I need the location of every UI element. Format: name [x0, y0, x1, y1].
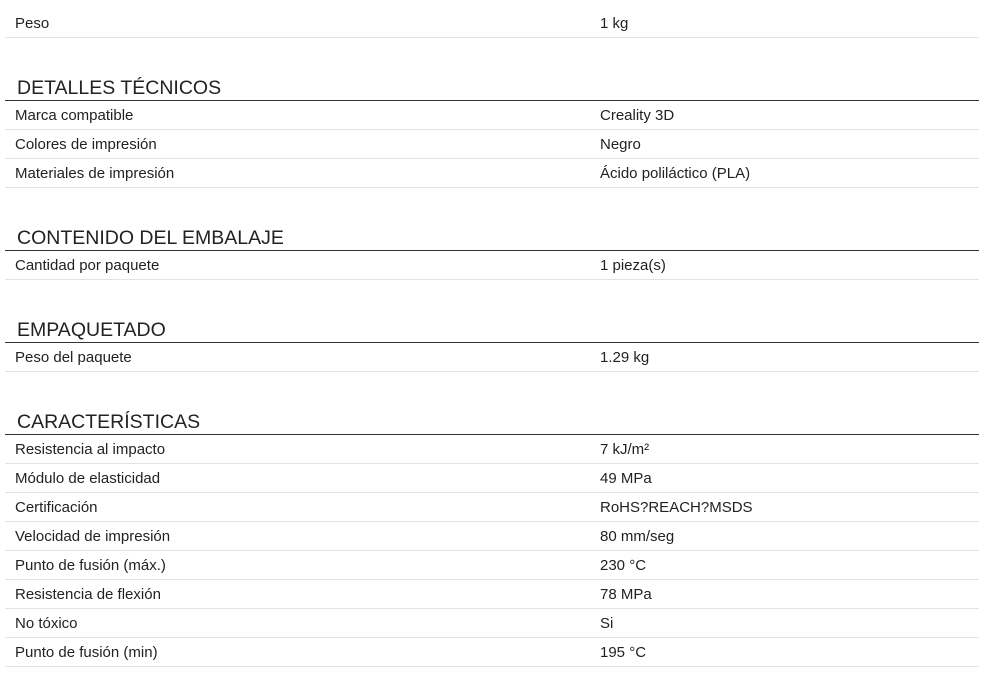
spec-row [5, 493, 979, 522]
spec-label: Materiales de impresión [15, 164, 175, 182]
section-empaquetado [5, 318, 979, 372]
section-caracteristicas [5, 410, 979, 667]
spec-row [5, 251, 979, 280]
spec-row [5, 464, 979, 493]
spec-value: 78 MPa [600, 585, 652, 603]
spec-label: Velocidad de impresión [15, 527, 171, 545]
spec-value: 1.29 kg [600, 348, 650, 366]
spec-row-peso [5, 9, 979, 38]
spec-label: Peso del paquete [15, 348, 132, 366]
spec-label: Punto de fusión (min) [15, 643, 158, 661]
spec-value: 1 pieza(s) [600, 256, 666, 274]
section-title: CARACTERÍSTICAS [5, 410, 979, 435]
spec-label: Cantidad por paquete [15, 256, 160, 274]
section-title: CONTENIDO DEL EMBALAJE [5, 226, 979, 251]
spec-row [5, 580, 979, 609]
section-contenido-del-embalaje [5, 226, 979, 280]
spec-label: No tóxico [15, 614, 78, 632]
section-title: DETALLES TÉCNICOS [5, 76, 979, 101]
spec-row [5, 638, 979, 667]
spec-row [5, 522, 979, 551]
section-title: EMPAQUETADO [5, 318, 979, 343]
spec-label: Certificación [15, 498, 98, 516]
spec-value: 80 mm/seg [600, 527, 675, 545]
spec-row [5, 551, 979, 580]
spec-row [5, 101, 979, 130]
spec-value: RoHS?REACH?MSDS [600, 498, 753, 516]
spec-value: Ácido poliláctico (PLA) [600, 164, 751, 182]
spec-value: Creality 3D [600, 106, 675, 124]
spec-table-general [5, 9, 979, 38]
spec-row [5, 130, 979, 159]
spec-row [5, 609, 979, 638]
spec-row [5, 159, 979, 188]
spec-label: Peso [15, 14, 50, 32]
spec-label: Resistencia al impacto [15, 440, 166, 458]
spec-value: 230 °C [600, 556, 647, 574]
spec-row [5, 435, 979, 464]
spec-value: 195 °C [600, 643, 647, 661]
spec-value: 49 MPa [600, 469, 652, 487]
spec-label: Punto de fusión (máx.) [15, 556, 166, 574]
spec-label: Módulo de elasticidad [15, 469, 161, 487]
section-detalles-tecnicos [5, 76, 979, 188]
spec-value: Si [600, 614, 614, 632]
spec-row [5, 343, 979, 372]
spec-value: Negro [600, 135, 641, 153]
spec-label: Colores de impresión [15, 135, 157, 153]
spec-value: 1 kg [600, 14, 629, 32]
spec-label: Marca compatible [15, 106, 134, 124]
spec-label: Resistencia de flexión [15, 585, 161, 603]
spec-value: 7 kJ/m² [600, 440, 650, 458]
